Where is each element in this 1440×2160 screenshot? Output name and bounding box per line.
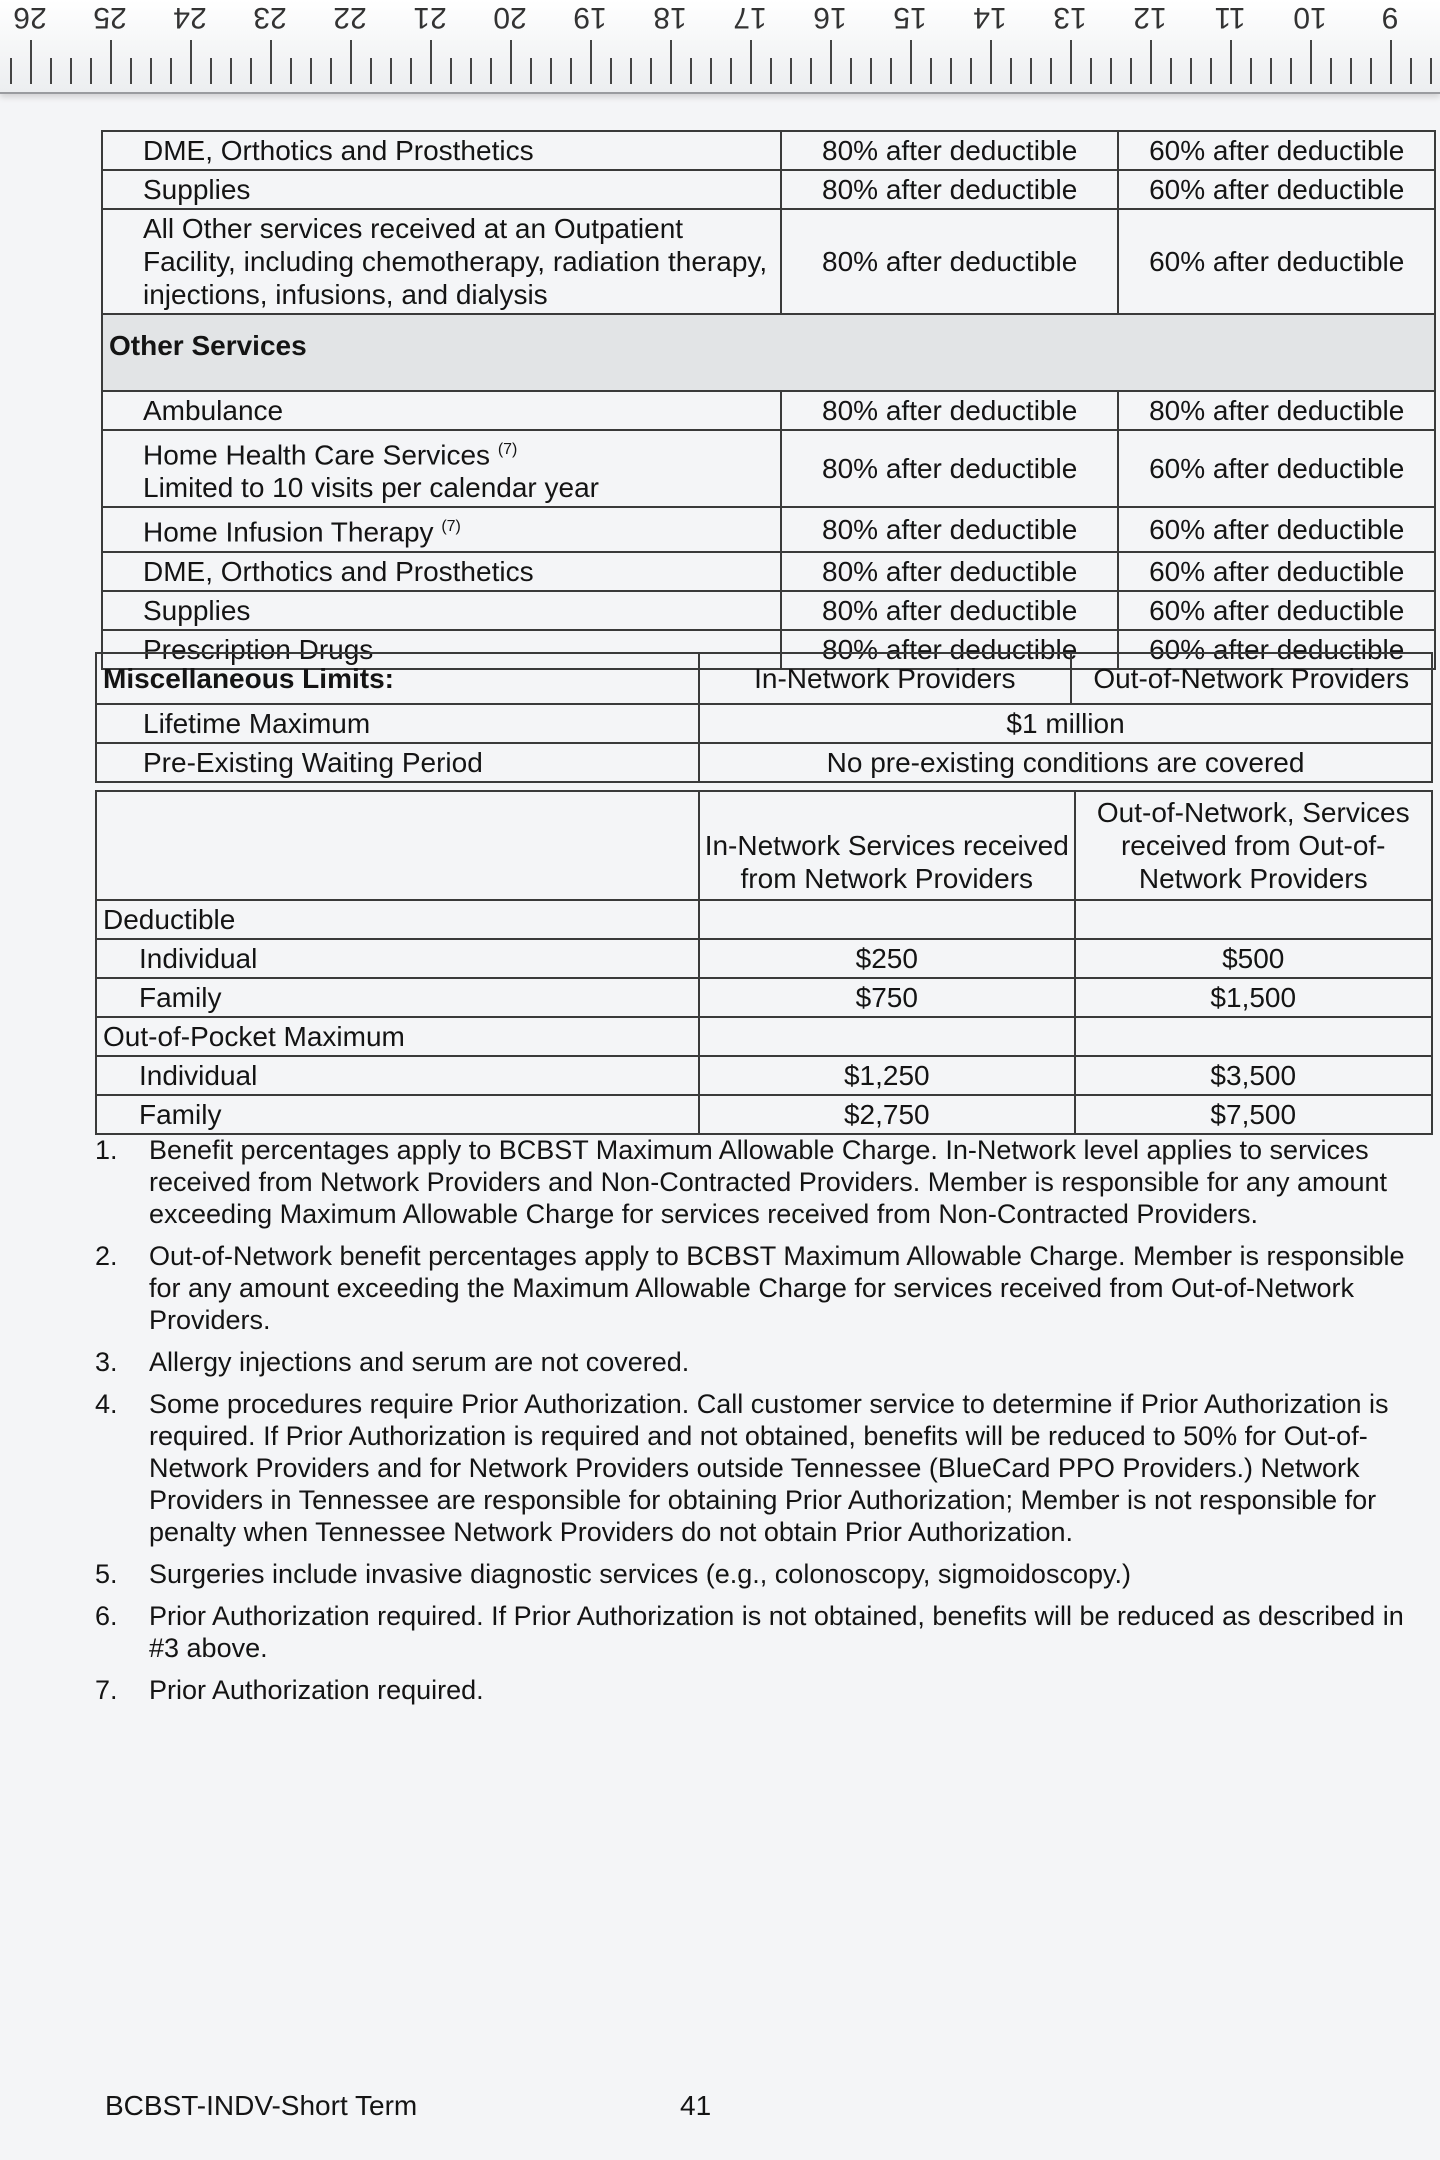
ruler-tick (670, 40, 672, 84)
ruler-tick (270, 40, 272, 84)
ruler-tick (330, 58, 332, 84)
service-label: Home Infusion Therapy (143, 516, 434, 548)
service-name: Supplies (102, 170, 781, 209)
row-label: Individual (96, 939, 699, 978)
section-header-row (102, 314, 1435, 391)
limit-value: No pre-existing conditions are covered (699, 743, 1432, 782)
ruler-tick (170, 58, 172, 84)
ruler-number: 24 (173, 1, 207, 34)
ruler-number: 10 (1293, 1, 1327, 34)
in-network-value: 80% after deductible (781, 209, 1119, 314)
footnote-number: 5. (95, 1559, 118, 1589)
ruler-tick (750, 40, 752, 84)
ruler-tick (1170, 58, 1172, 84)
out-network-value: 60% after deductible (1118, 630, 1435, 669)
out-network-value: 60% after deductible (1118, 131, 1435, 170)
ruler-tick (730, 58, 732, 84)
ruler-number: 23 (253, 1, 287, 34)
footnote-number: 3. (95, 1347, 118, 1377)
row-label: Individual (96, 1056, 699, 1095)
ruler-tick (110, 40, 112, 84)
ruler-tick (890, 58, 892, 84)
footnote-number: 1. (95, 1135, 118, 1165)
ruler-tick (770, 58, 772, 84)
ruler-tick (1030, 58, 1032, 84)
table-row (102, 507, 1435, 551)
ruler-tick (610, 58, 612, 84)
footnotes-list (95, 1134, 1420, 1716)
document-id: BCBST-INDV-Short Term (105, 2090, 418, 2121)
table-row (102, 552, 1435, 591)
ruler-number: 22 (333, 1, 367, 34)
footnote (95, 1240, 1420, 1336)
footnote (95, 1134, 1420, 1230)
in-network-value: 80% after deductible (781, 507, 1119, 551)
ruler-tick (1410, 58, 1412, 84)
ruler-tick (590, 40, 592, 84)
service-name (102, 507, 781, 551)
row-group-label: Out-of-Pocket Maximum (96, 1017, 699, 1056)
cost-sharing-table (95, 790, 1433, 1135)
ruler-number: 11 (1214, 1, 1246, 34)
table-row (96, 1017, 1432, 1056)
ruler-tick (30, 40, 32, 84)
ruler-tick (810, 58, 812, 84)
blank-cell (1075, 900, 1433, 939)
column-header: In-Network Providers (699, 653, 1070, 704)
footnote (95, 1600, 1420, 1664)
footnote (95, 1558, 1420, 1590)
ruler-tick (90, 58, 92, 84)
ruler-tick (1270, 58, 1272, 84)
footnote-number: 6. (95, 1601, 118, 1631)
ruler-tick (1190, 58, 1192, 84)
ruler-number: 17 (733, 1, 767, 34)
ruler-number: 21 (413, 1, 447, 34)
ruler-tick (1090, 58, 1092, 84)
ruler-tick (450, 58, 452, 84)
footnote-text: Allergy injections and serum are not covered. (149, 1347, 690, 1377)
ruler-tick (350, 40, 352, 84)
table-row (96, 704, 1432, 743)
out-network-amount: $1,500 (1075, 978, 1433, 1017)
table-row (96, 743, 1432, 782)
ruler-tick (50, 58, 52, 84)
ruler-number: 15 (893, 1, 927, 34)
service-line-1: Home Health Care Services (143, 439, 491, 471)
column-header: Out-of-Network Providers (1071, 653, 1432, 704)
limit-label: Pre-Existing Waiting Period (96, 743, 699, 782)
in-network-value: 80% after deductible (781, 591, 1119, 630)
ruler-number: 26 (13, 1, 47, 34)
ruler-number: 14 (973, 1, 1007, 34)
service-name: DME, Orthotics and Prosthetics (102, 131, 781, 170)
table-row (96, 900, 1432, 939)
footnote-text: Benefit percentages apply to BCBST Maximum Allowable Charge. In-Network level applies to services received from Network Providers and Non-Contracted Providers. Member is responsible for any amount exceeding Maximum Allowable Charge for services received from Non-Contracted Providers. (149, 1135, 1388, 1229)
section-heading: Other Services (102, 314, 1435, 391)
ruler-tick (1330, 58, 1332, 84)
footnote (95, 1346, 1420, 1378)
row-group-label: Deductible (96, 900, 699, 939)
in-network-value: 80% after deductible (781, 630, 1119, 669)
ruler-tick (430, 40, 432, 84)
page-number: 41 (680, 2090, 712, 2121)
in-network-value: 80% after deductible (781, 430, 1119, 507)
service-name (102, 430, 781, 507)
ruler-tick (710, 58, 712, 84)
ruler-tick (470, 58, 472, 84)
footnote-number: 4. (95, 1389, 118, 1419)
ruler-number: 12 (1133, 1, 1167, 34)
ruler-number: 25 (93, 1, 127, 34)
ruler-tick (1010, 58, 1012, 84)
ruler-tick (690, 58, 692, 84)
in-network-amount: $1,250 (699, 1056, 1074, 1095)
ruler-tick (950, 58, 952, 84)
ruler-number: 20 (493, 1, 527, 34)
ruler-tick (1210, 58, 1212, 84)
in-network-amount: $750 (699, 978, 1074, 1017)
outpatient-benefits-table (101, 130, 1436, 670)
footnote-text: Prior Authorization required. If Prior Authorization is not obtained, benefits will be reduced as described in #3 above. (149, 1601, 1404, 1663)
table-row (96, 791, 1432, 900)
ruler-tick (1110, 58, 1112, 84)
ruler-tick (130, 58, 132, 84)
ruler (0, 0, 1440, 94)
ruler-tick (1230, 40, 1232, 84)
ruler-tick (370, 58, 372, 84)
out-network-amount: $3,500 (1075, 1056, 1433, 1095)
misc-limits-heading: Miscellaneous Limits: (96, 653, 699, 704)
out-network-value: 80% after deductible (1118, 391, 1435, 430)
service-name: DME, Orthotics and Prosthetics (102, 552, 781, 591)
service-name: Supplies (102, 591, 781, 630)
misc-limits-table (95, 652, 1433, 783)
ruler-number: 13 (1053, 1, 1087, 34)
ruler-tick (550, 58, 552, 84)
blank-cell (1075, 1017, 1433, 1056)
ruler-tick (830, 40, 832, 84)
column-header: In-Network Services received from Network Providers (699, 791, 1074, 900)
footnote (95, 1674, 1420, 1706)
ruler-tick (1150, 40, 1152, 84)
ruler-tick (1290, 58, 1292, 84)
ruler-tick (910, 40, 912, 84)
ruler-tick (1350, 58, 1352, 84)
ruler-number: 9 (1381, 1, 1399, 34)
blank-cell (699, 900, 1074, 939)
ruler-tick (1070, 40, 1072, 84)
table-row (102, 430, 1435, 507)
out-network-value: 60% after deductible (1118, 430, 1435, 507)
ruler-tick (850, 58, 852, 84)
in-network-amount: $250 (699, 939, 1074, 978)
row-label: Family (96, 1095, 699, 1134)
ruler-tick (630, 58, 632, 84)
ruler-tick (230, 58, 232, 84)
service-name: Ambulance (102, 391, 781, 430)
ruler-tick (150, 58, 152, 84)
column-header: Out-of-Network, Services received from Out-of-Network Providers (1075, 791, 1433, 900)
table-row (96, 978, 1432, 1017)
footnote-text: Some procedures require Prior Authorization. Call customer service to determine if Prior Authorization is required. If Prior Authorization is required and not obtained, benefits will be reduced to 50% for Out-of-Network Providers and for Network Providers outside Tennessee (BlueCard PPO Providers.) Network Providers in Tennessee are responsible for obtaining Prior Authorization; Member is not responsible for penalty when Tennessee Network Providers do not obtain Prior Authorization. (149, 1389, 1389, 1547)
out-network-amount: $500 (1075, 939, 1433, 978)
row-label: Family (96, 978, 699, 1017)
ruler-tick (970, 58, 972, 84)
table-row (96, 653, 1432, 704)
ruler-tick (390, 58, 392, 84)
table-row (96, 939, 1432, 978)
ruler-tick (410, 58, 412, 84)
ruler-tick (790, 58, 792, 84)
ruler-tick (1310, 40, 1312, 84)
ruler-tick (1430, 58, 1432, 84)
in-network-value: 80% after deductible (781, 170, 1119, 209)
out-network-value: 60% after deductible (1118, 507, 1435, 551)
ruler-tick (310, 58, 312, 84)
ruler-tick (870, 58, 872, 84)
service-line-2: Limited to 10 visits per calendar year (143, 472, 599, 504)
footnote-text: Prior Authorization required. (149, 1675, 484, 1705)
footnote-number: 7. (95, 1675, 118, 1705)
footnote-ref: (7) (441, 518, 461, 536)
table-row (102, 131, 1435, 170)
ruler-tick (1130, 58, 1132, 84)
footnote-number: 2. (95, 1241, 118, 1271)
limit-label: Lifetime Maximum (96, 704, 699, 743)
ruler-tick (1050, 58, 1052, 84)
ruler-tick (290, 58, 292, 84)
ruler-number: 16 (813, 1, 847, 34)
ruler-tick (1250, 58, 1252, 84)
service-name: All Other services received at an Outpatient Facility, including chemotherapy, radiation therapy, injections, infusions, and dialysis (102, 209, 781, 314)
ruler-tick (650, 58, 652, 84)
blank-cell (96, 791, 699, 900)
table-row (96, 1095, 1432, 1134)
out-network-amount: $7,500 (1075, 1095, 1433, 1134)
out-network-value: 60% after deductible (1118, 552, 1435, 591)
ruler-number: 18 (653, 1, 687, 34)
table-row (102, 391, 1435, 430)
ruler-tick (1390, 40, 1392, 84)
ruler-tick (930, 58, 932, 84)
ruler-tick (510, 40, 512, 84)
footnote (95, 1388, 1420, 1548)
table-row (102, 209, 1435, 314)
ruler-tick (190, 40, 192, 84)
service-name: Prescription Drugs (102, 630, 781, 669)
out-network-value: 60% after deductible (1118, 591, 1435, 630)
blank-cell (699, 1017, 1074, 1056)
ruler-tick (530, 58, 532, 84)
ruler-tick (10, 58, 12, 84)
in-network-amount: $2,750 (699, 1095, 1074, 1134)
footnote-ref: (7) (497, 441, 518, 458)
in-network-value: 80% after deductible (781, 552, 1119, 591)
ruler-tick (70, 58, 72, 84)
in-network-value: 80% after deductible (781, 391, 1119, 430)
out-network-value: 60% after deductible (1118, 209, 1435, 314)
table-row (96, 1056, 1432, 1095)
ruler-tick (990, 40, 992, 84)
footnote-text: Out-of-Network benefit percentages apply to BCBST Maximum Allowable Charge. Member is responsible for any amount exceeding the Maximum Allowable Charge for services received from Out-of-Network Providers. (149, 1241, 1405, 1335)
ruler-tick (490, 58, 492, 84)
ruler-number: 19 (573, 1, 607, 34)
footnote-text: Surgeries include invasive diagnostic services (e.g., colonoscopy, sigmoidoscopy.) (149, 1559, 1131, 1589)
table-row (102, 170, 1435, 209)
ruler-tick (570, 58, 572, 84)
ruler-tick (1370, 58, 1372, 84)
ruler-tick (210, 58, 212, 84)
ruler-tick (250, 58, 252, 84)
in-network-value: 80% after deductible (781, 131, 1119, 170)
out-network-value: 60% after deductible (1118, 170, 1435, 209)
table-row (102, 591, 1435, 630)
limit-value: $1 million (699, 704, 1432, 743)
